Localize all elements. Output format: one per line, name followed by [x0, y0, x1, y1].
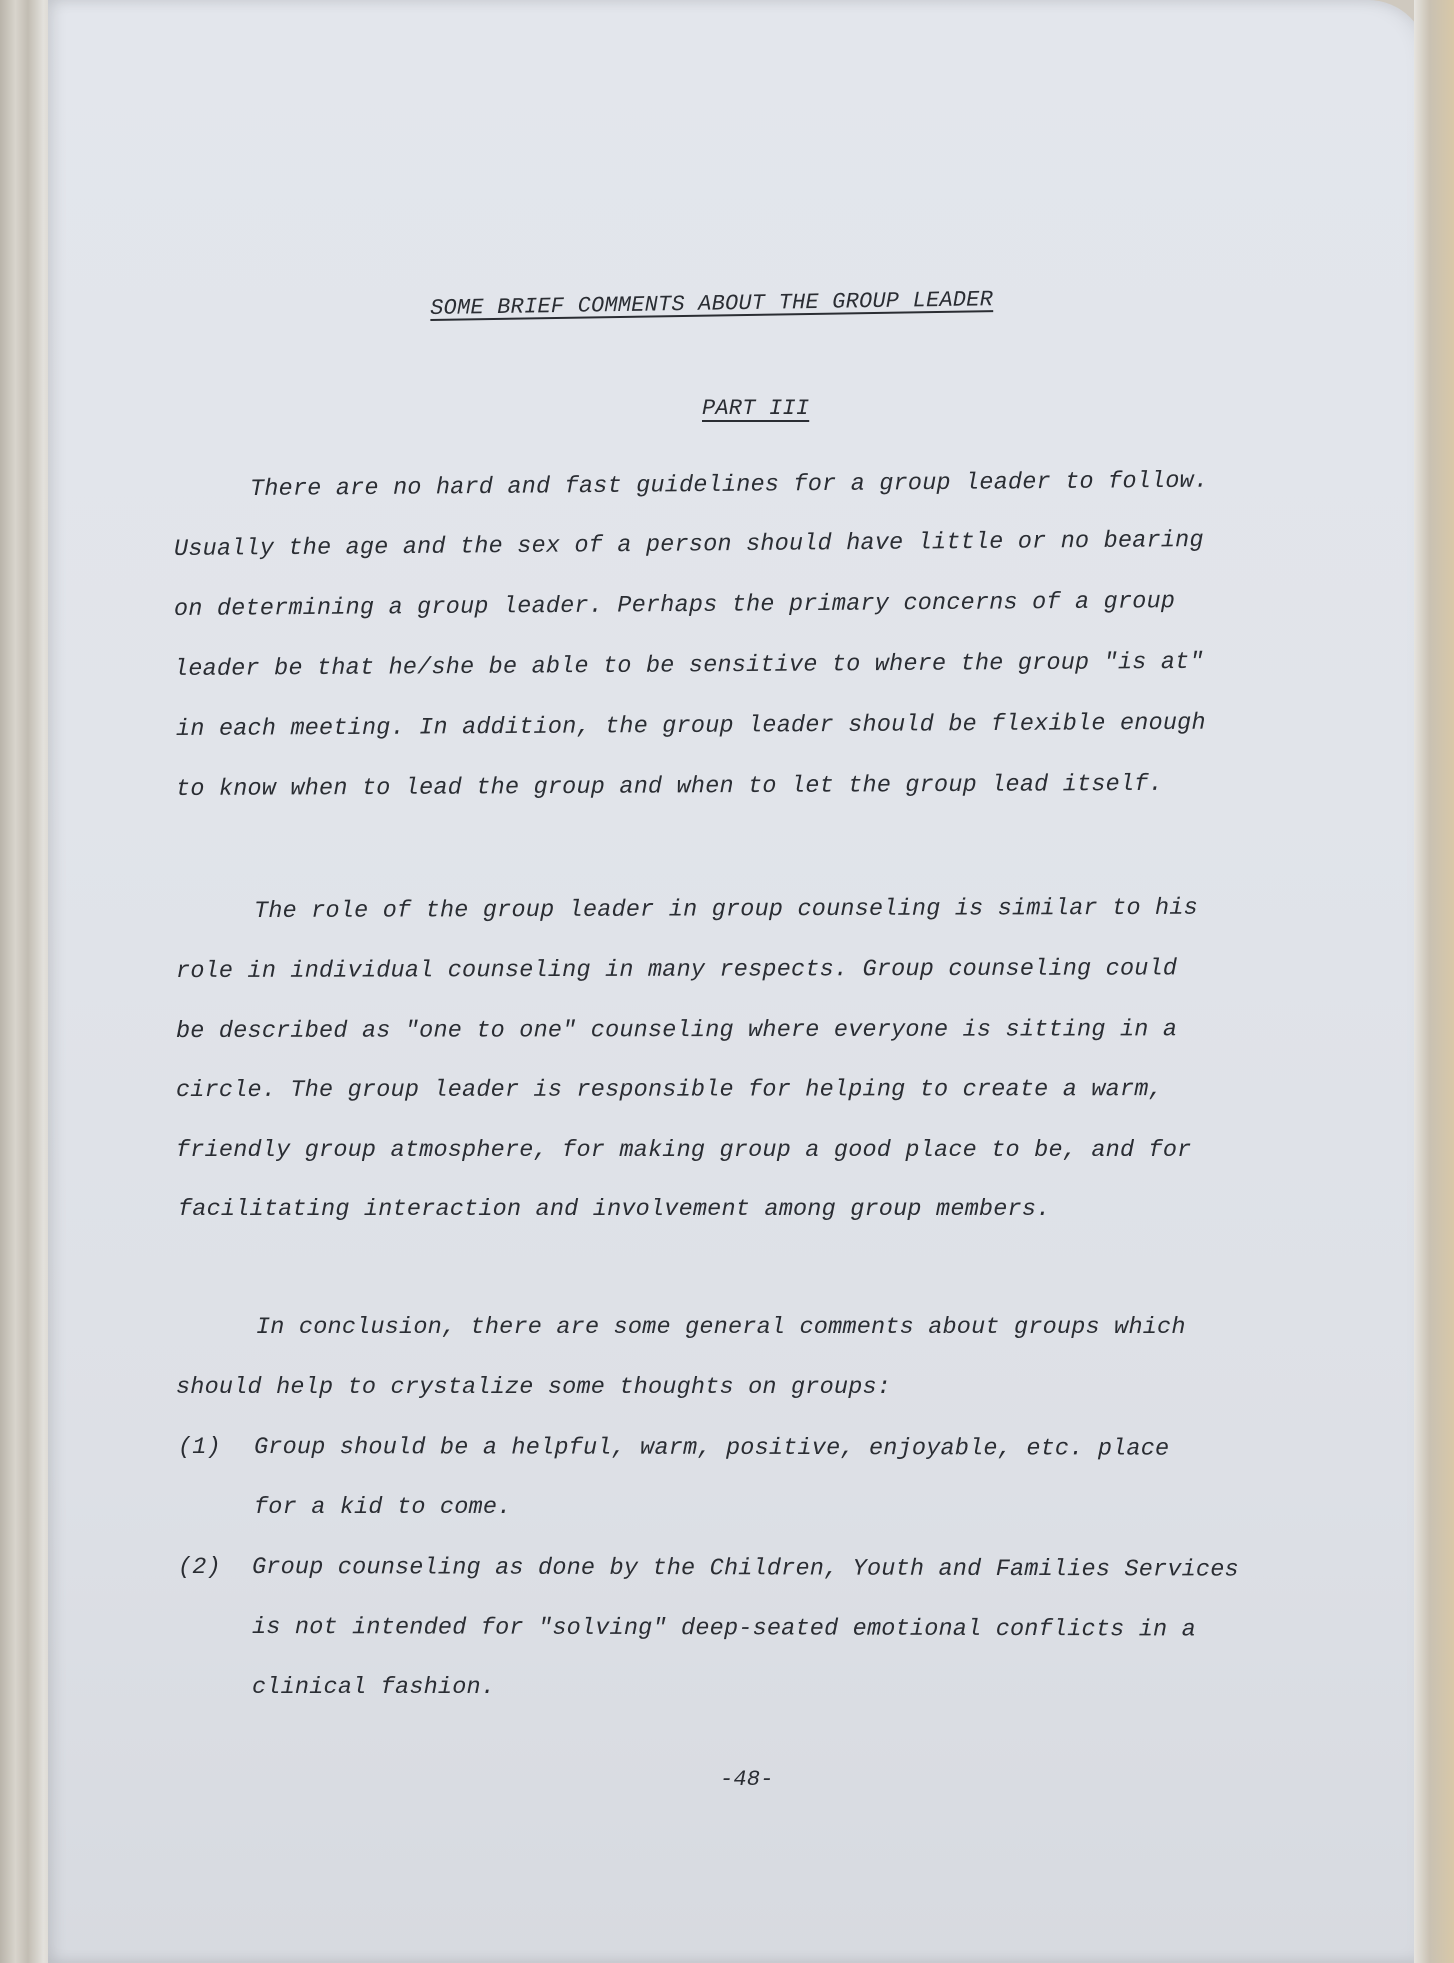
paragraph-line: facilitating interaction and involvement among group members.	[178, 1196, 1051, 1223]
paragraph-line: in each meeting. In addition, the group leader should be flexible enough	[175, 709, 1206, 743]
page-number: -48-	[720, 1767, 774, 1792]
list-item-line: for a kid to come.	[254, 1494, 512, 1521]
paragraph-line: In conclusion, there are some general comments about groups which	[256, 1314, 1186, 1341]
list-item-line: Group counseling as done by the Children, Youth and Families Services	[251, 1554, 1239, 1584]
paragraph-line: Usually the age and the sex of a person should have little or no bearing	[173, 527, 1204, 563]
paragraph-line: to know when to lead the group and when to let the group lead itself.	[175, 770, 1163, 803]
paragraph-line: The role of the group leader in group counseling is similar to his	[253, 894, 1198, 925]
paragraph-line: on determining a group leader. Perhaps the primary concerns of a group	[173, 588, 1176, 623]
paragraph-line: leader be that he/she be able to be sensitive to where the group "is at"	[173, 648, 1204, 683]
document-title: SOME BRIEF COMMENTS ABOUT THE GROUP LEADER	[430, 287, 994, 321]
paragraph-line: friendly group atmosphere, for making group a good place to be, and for	[176, 1137, 1192, 1164]
list-item-line: clinical fashion.	[252, 1674, 496, 1701]
paragraph-line: should help to crystalize some thoughts on groups:	[176, 1374, 892, 1401]
paragraph-line: be described as "one to one" counseling where everyone is sitting in a	[175, 1016, 1178, 1045]
part-heading: PART III	[702, 396, 810, 421]
paragraph-line: There are no hard and fast guidelines for a group leader to follow.	[249, 467, 1209, 503]
paragraph-line: role in individual counseling in many respects. Group counseling could	[175, 955, 1178, 985]
list-item-line: Group should be a helpful, warm, positive, enjoyable, etc. place	[253, 1434, 1170, 1463]
list-item-line: is not intended for "solving" deep-seated emotional conflicts in a	[251, 1614, 1196, 1644]
list-item-marker: (2)	[178, 1554, 221, 1581]
list-item-marker: (1)	[178, 1434, 221, 1461]
paragraph-line: circle. The group leader is responsible for helping to create a warm,	[175, 1076, 1163, 1104]
